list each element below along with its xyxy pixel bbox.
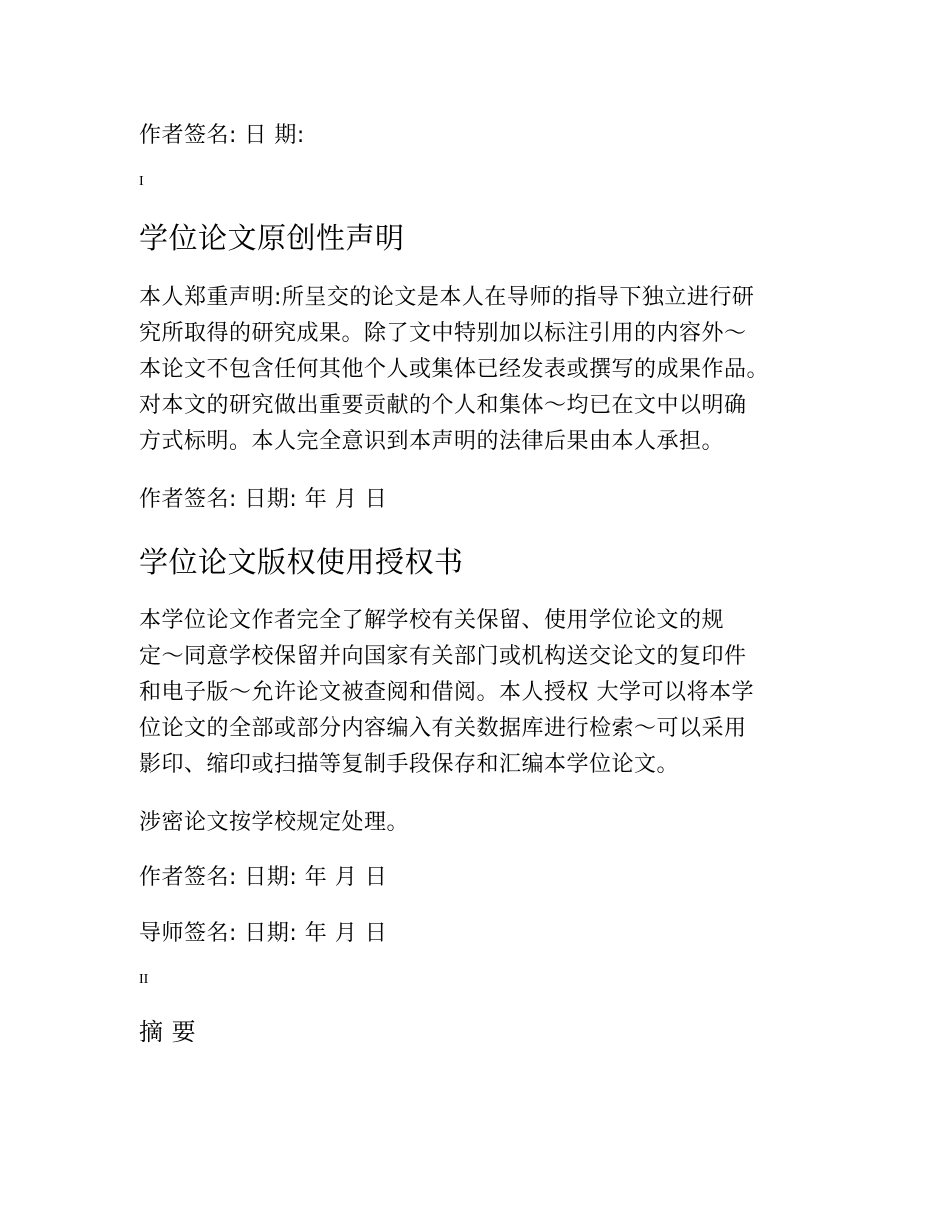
page-number-2: II	[139, 972, 149, 987]
copyright-title: 学位论文版权使用授权书	[139, 545, 464, 579]
page-number-1: I	[139, 174, 144, 189]
originality-line-2: 究所取得的研究成果。除了文中特别加以标注引用的内容外～	[139, 321, 747, 346]
advisor-signature-line: 导师签名: 日期: 年 月 日	[139, 921, 388, 946]
originality-title: 学位论文原创性声明	[139, 221, 405, 255]
author-signature-line-1: 作者签名: 日 期:	[139, 123, 305, 148]
originality-line-3: 本论文不包含任何其他个人或集体已经发表或撰写的成果作品。	[139, 357, 770, 382]
confidential-note: 涉密论文按学校规定处理。	[139, 810, 410, 835]
author-signature-line-3: 作者签名: 日期: 年 月 日	[139, 865, 388, 890]
copyright-line-4: 位论文的全部或部分内容编入有关数据库进行检索～可以采用	[139, 716, 747, 741]
originality-line-4: 对本文的研究做出重要贡献的个人和集体～均已在文中以明确	[139, 393, 747, 418]
copyright-line-5: 影印、缩印或扫描等复制手段保存和汇编本学位论文。	[139, 752, 680, 777]
copyright-line-1: 本学位论文作者完全了解学校有关保留、使用学位论文的规	[139, 608, 725, 633]
originality-line-1: 本人郑重声明:所呈交的论文是本人在导师的指导下独立进行研	[139, 285, 755, 310]
originality-line-5: 方式标明。本人完全意识到本声明的法律后果由本人承担。	[139, 429, 725, 454]
copyright-line-2: 定～同意学校保留并向国家有关部门或机构送交论文的复印件	[139, 644, 747, 669]
author-signature-line-2: 作者签名: 日期: 年 月 日	[139, 487, 388, 512]
copyright-line-3: 和电子版～允许论文被查阅和借阅。本人授权 大学可以将本学	[139, 680, 754, 705]
document-page	[139, 0, 819, 1230]
abstract-title: 摘 要	[139, 1018, 197, 1046]
